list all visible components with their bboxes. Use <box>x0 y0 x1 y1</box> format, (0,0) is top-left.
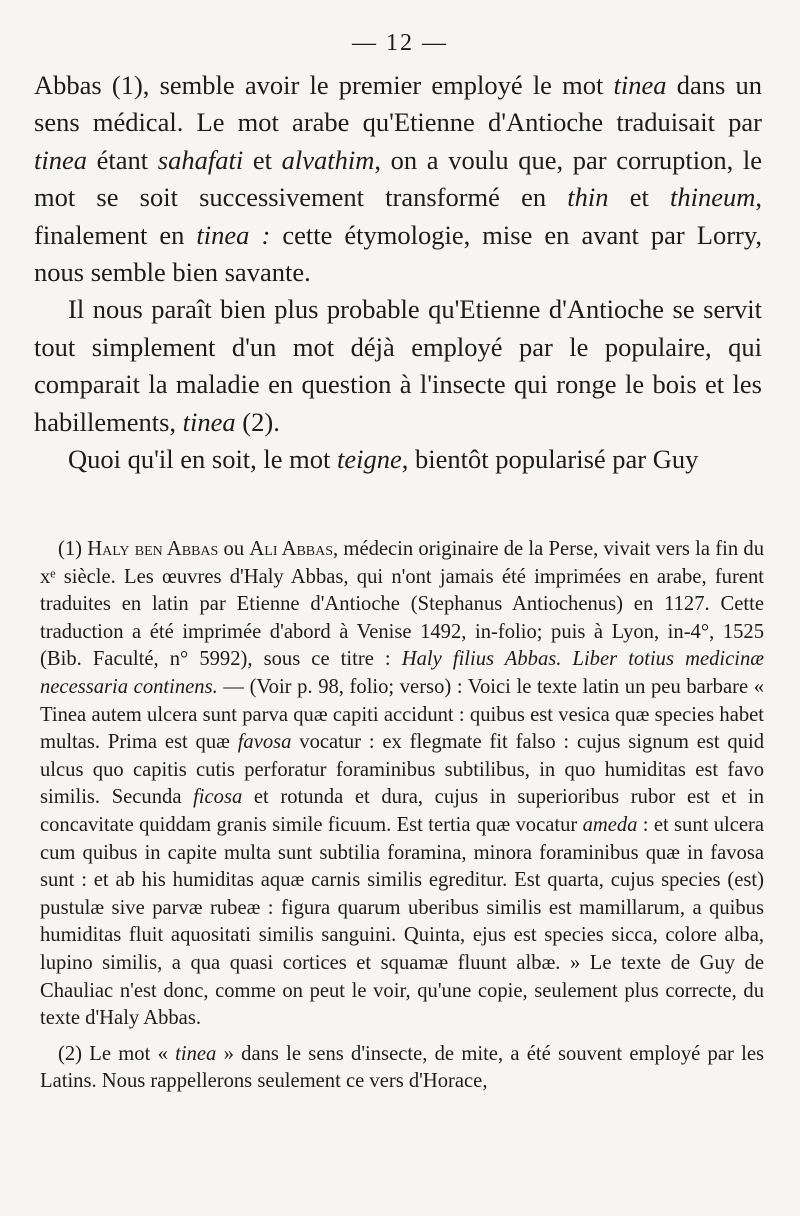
text-span: , on a voulu que, par corruption, le mot se soit successivement transformé en <box>34 144 763 213</box>
author-name: Ali Abbas <box>249 538 334 560</box>
paragraph-2 <box>34 291 762 441</box>
text-span: et <box>243 144 282 175</box>
italic-word: tinea <box>175 1042 217 1065</box>
paragraph-3 <box>34 441 762 478</box>
text-span: — (Voir p. 98, folio; verso) : Voici le texte latin un peu barbare « Tinea autem ulcera sunt parva quæ capiti accidunt : quibus est vesica quæ species habet multas. Prima est quæ <box>40 675 764 754</box>
text-span: et rotunda et dura, cujus in superioribus rubor est et in concavitate quiddam granis simile ficuum. Est tertia quæ vocatur <box>40 786 764 836</box>
text-span: , finalement en <box>34 182 762 250</box>
footnote-marker: (1) <box>58 538 88 560</box>
paragraph-1 <box>34 67 762 291</box>
text-span: Quoi qu'il en soit, le mot <box>68 444 338 475</box>
main-text <box>34 67 762 478</box>
text-span: Il nous paraît bien plus probable qu'Etienne d'Antioche se servit tout simplement d'un mot déjà employé par le populaire, qui comparait la maladie en question à l'insecte qui ronge le bois et les habillements, <box>34 294 762 437</box>
text-span: » dans le sens d'insecte, de mite, a été souvent employé par les Latins. Nous rappellerons seulement ce vers d'Horace, <box>40 1042 764 1093</box>
text-span: Abbas (1), semble avoir le premier employé le mot <box>34 70 614 100</box>
text-span: dans un sens médical. Le mot arabe qu'Etienne d'Antioche traduisait par <box>34 70 762 138</box>
italic-word: sahafati <box>157 144 244 175</box>
footnotes <box>40 536 764 1096</box>
italic-word: tinea : <box>196 219 271 250</box>
footnote-marker: (2) Le mot « <box>58 1042 176 1065</box>
italic-word: tinea <box>613 70 667 100</box>
italic-word: thineum <box>670 182 756 213</box>
page-number: — 12 — <box>352 30 448 56</box>
italic-word: alvathim <box>281 144 375 175</box>
text-span: , bientôt popularisé par Guy <box>401 444 699 475</box>
italic-word: thin <box>567 182 609 213</box>
italic-word: favosa <box>237 731 292 754</box>
text-span: ou <box>218 538 250 560</box>
italic-word: tinea <box>34 144 87 175</box>
italic-word: ameda <box>582 813 638 836</box>
text-span: étant <box>87 144 158 175</box>
text-span: (2). <box>235 406 280 437</box>
text-span: vocatur : ex flegmate fit falso : cujus signum est quid ulcus quo capitis cutis perforatur foraminibus subtilibus, in quo humiditas est favo similis. Secunda <box>40 731 764 809</box>
text-span: et <box>608 182 670 213</box>
footnote-2 <box>40 1041 764 1096</box>
italic-word: tinea <box>182 406 236 437</box>
text-span: , médecin originaire de la Perse, vivait vers la fin du xᵉ siècle. Les œuvres d'Haly Abbas, qui n'ont jamais été imprimées en arabe, furent traduites en latin par Etienne d'Antioche (Stephanus Antiochenus) en 1127. Cette traduction a été imprimée d'abord à Venise 1492, in-folio; puis à Lyon, in-4°, 1525 (Bib. Faculté, n° 5992), sous ce titre : <box>40 538 764 671</box>
author-name: Haly ben Abbas <box>87 538 219 560</box>
text-span: cette étymologie, mise en avant par Lorry, nous semble bien savante. <box>34 219 762 288</box>
book-title: Haly filius Abbas. Liber totius medicinæ necessaria continens. <box>40 648 765 698</box>
text-span: : et sunt ulcera cum quibus in capite multa sunt subtilia foramina, minora foraminibus quæ in favosa sunt : et ab his humiditas aquæ carnis similis egreditur. Est quarta, cujus species (est) pustulæ sive parvæ rubeæ : figura quarum uberibus similis est mamillarum, a quibus humiditas fluit aquositati similis sanguini. Quinta, ejus est species sicca, colore alba, lupino similis, a qua quasi cortices et squamæ fluunt albæ. » Le texte de Guy de Chauliac n'est donc, comme on peut le voir, qu'une copie, seulement plus correcte, du texte d'Haly Abbas. <box>40 813 764 1030</box>
italic-word: ficosa <box>193 786 243 809</box>
italic-word: teigne <box>337 444 402 475</box>
footnote-1 <box>40 536 764 1033</box>
